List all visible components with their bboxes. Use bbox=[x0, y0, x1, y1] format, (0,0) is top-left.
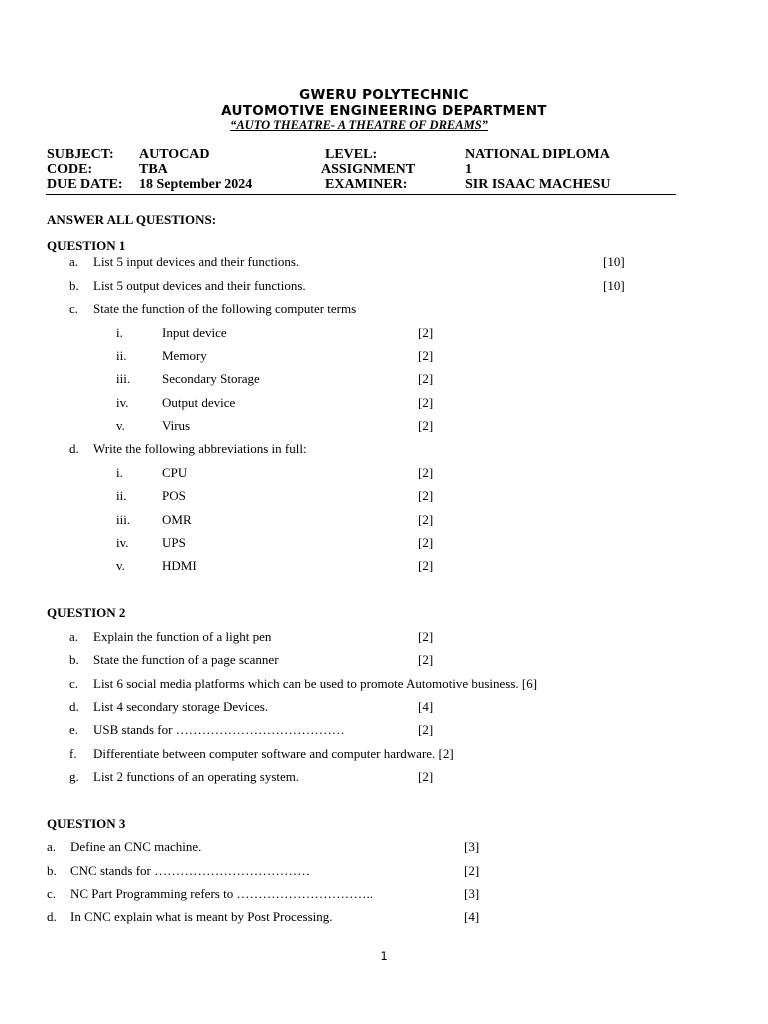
question-item-letter: c. bbox=[47, 886, 57, 901]
sub-item-number: ii. bbox=[116, 488, 127, 503]
sub-item-text: HDMI bbox=[162, 558, 197, 573]
sub-item-text: POS bbox=[162, 488, 186, 503]
question-1-title: QUESTION 1 bbox=[47, 238, 126, 253]
question-item-letter: a. bbox=[69, 254, 79, 269]
question-item-marks: [10] bbox=[603, 278, 625, 293]
sub-item-number: iv. bbox=[116, 395, 129, 410]
sub-item-text: CPU bbox=[162, 465, 188, 480]
sub-item-number: ii. bbox=[116, 348, 127, 363]
question-item-letter: f. bbox=[69, 746, 77, 761]
sub-item-text: OMR bbox=[162, 512, 192, 527]
sub-item-marks: [2] bbox=[418, 488, 434, 503]
question-item-marks: [10] bbox=[603, 254, 625, 269]
sub-item-number: i. bbox=[116, 465, 123, 480]
question-item-text: List 4 secondary storage Devices. bbox=[93, 699, 269, 714]
level-value: NATIONAL DIPLOMA bbox=[465, 147, 610, 162]
sub-item-number: iv. bbox=[116, 535, 129, 550]
instruction: ANSWER ALL QUESTIONS: bbox=[47, 212, 217, 227]
header-divider bbox=[46, 194, 676, 195]
code-value: TBA bbox=[139, 162, 168, 177]
question-item-text: In CNC explain what is meant by Post Processing. bbox=[70, 909, 333, 924]
question-item-text: State the function of the following computer terms bbox=[93, 301, 357, 316]
sub-item-number: iii. bbox=[116, 512, 131, 527]
code-label: CODE: bbox=[47, 162, 93, 177]
question-item-marks: [4] bbox=[418, 699, 434, 714]
question-item-marks: [4] bbox=[464, 909, 480, 924]
due-date-label: DUE DATE: bbox=[47, 177, 123, 192]
sub-item-number: v. bbox=[116, 558, 125, 573]
sub-item-number: i. bbox=[116, 325, 123, 340]
question-item-text: List 5 output devices and their functions. bbox=[93, 278, 306, 293]
subject-value: AUTOCAD bbox=[139, 147, 210, 162]
question-item-letter: a. bbox=[47, 839, 57, 854]
sub-item-text: Memory bbox=[162, 348, 207, 363]
level-label: LEVEL: bbox=[325, 147, 378, 162]
sub-item-marks: [2] bbox=[418, 395, 434, 410]
question-item-letter: g. bbox=[69, 769, 79, 784]
question-item-letter: b. bbox=[47, 863, 57, 878]
question-item-marks: [2] bbox=[418, 722, 434, 737]
assignment-label: ASSIGNMENT bbox=[321, 162, 416, 177]
question-item-text: State the function of a page scanner bbox=[93, 652, 279, 667]
question-item-text: Define an CNC machine. bbox=[70, 839, 202, 854]
sub-item-number: v. bbox=[116, 418, 125, 433]
question-item-letter: a. bbox=[69, 629, 79, 644]
assignment-value: 1 bbox=[465, 162, 472, 177]
question-item-marks: [2] bbox=[418, 652, 434, 667]
question-item-letter: d. bbox=[69, 699, 79, 714]
sub-item-text: Secondary Storage bbox=[162, 371, 260, 386]
question-item-text: Differentiate between computer software and computer hardware. [2] bbox=[93, 746, 454, 761]
page-number: 1 bbox=[380, 949, 388, 963]
sub-item-marks: [2] bbox=[418, 418, 434, 433]
sub-item-marks: [2] bbox=[418, 348, 434, 363]
examiner-label: EXAMINER: bbox=[325, 177, 408, 192]
examiner-value: SIR ISAAC MACHESU bbox=[465, 177, 611, 192]
question-item-letter: c. bbox=[69, 301, 79, 316]
question-item-text: List 6 social media platforms which can be used to promote Automotive business. [6] bbox=[93, 676, 538, 691]
question-item-letter: d. bbox=[69, 441, 79, 456]
sub-item-text: UPS bbox=[162, 535, 186, 550]
question-item-letter: e. bbox=[69, 722, 79, 737]
question-item-text: NC Part Programming refers to ………………………….. bbox=[70, 886, 373, 901]
department-title: AUTOMOTIVE ENGINEERING DEPARTMENT bbox=[221, 103, 547, 119]
question-item-text: List 5 input devices and their functions. bbox=[93, 254, 300, 269]
sub-item-marks: [2] bbox=[418, 512, 434, 527]
question-item-marks: [2] bbox=[464, 863, 480, 878]
sub-item-number: iii. bbox=[116, 371, 131, 386]
subject-label: SUBJECT: bbox=[47, 147, 114, 162]
due-date-value: 18 September 2024 bbox=[139, 177, 253, 192]
question-item-text: CNC stands for ……………………………… bbox=[70, 863, 311, 878]
question-item-marks: [2] bbox=[418, 769, 434, 784]
sub-item-text: Input device bbox=[162, 325, 227, 340]
question-item-marks: [3] bbox=[464, 839, 480, 854]
question-item-text: Write the following abbreviations in full: bbox=[93, 441, 307, 456]
question-item-letter: b. bbox=[69, 652, 79, 667]
question-item-letter: d. bbox=[47, 909, 57, 924]
question-item-letter: b. bbox=[69, 278, 79, 293]
institution-title: GWERU POLYTECHNIC bbox=[299, 87, 469, 103]
sub-item-marks: [2] bbox=[418, 535, 434, 550]
sub-item-marks: [2] bbox=[418, 371, 434, 386]
sub-item-marks: [2] bbox=[418, 465, 434, 480]
question-item-marks: [2] bbox=[418, 629, 434, 644]
question-item-text: List 2 functions of an operating system. bbox=[93, 769, 300, 784]
question-item-text: USB stands for ………………………………… bbox=[93, 722, 345, 737]
question-3-title: QUESTION 3 bbox=[47, 816, 126, 831]
question-item-letter: c. bbox=[69, 676, 79, 691]
sub-item-text: Virus bbox=[162, 418, 191, 433]
sub-item-marks: [2] bbox=[418, 558, 434, 573]
question-2-title: QUESTION 2 bbox=[47, 605, 126, 620]
question-item-text: Explain the function of a light pen bbox=[93, 629, 272, 644]
question-item-marks: [3] bbox=[464, 886, 480, 901]
sub-item-marks: [2] bbox=[418, 325, 434, 340]
motto: “AUTO THEATRE- A THEATRE OF DREAMS” bbox=[230, 118, 488, 132]
sub-item-text: Output device bbox=[162, 395, 236, 410]
